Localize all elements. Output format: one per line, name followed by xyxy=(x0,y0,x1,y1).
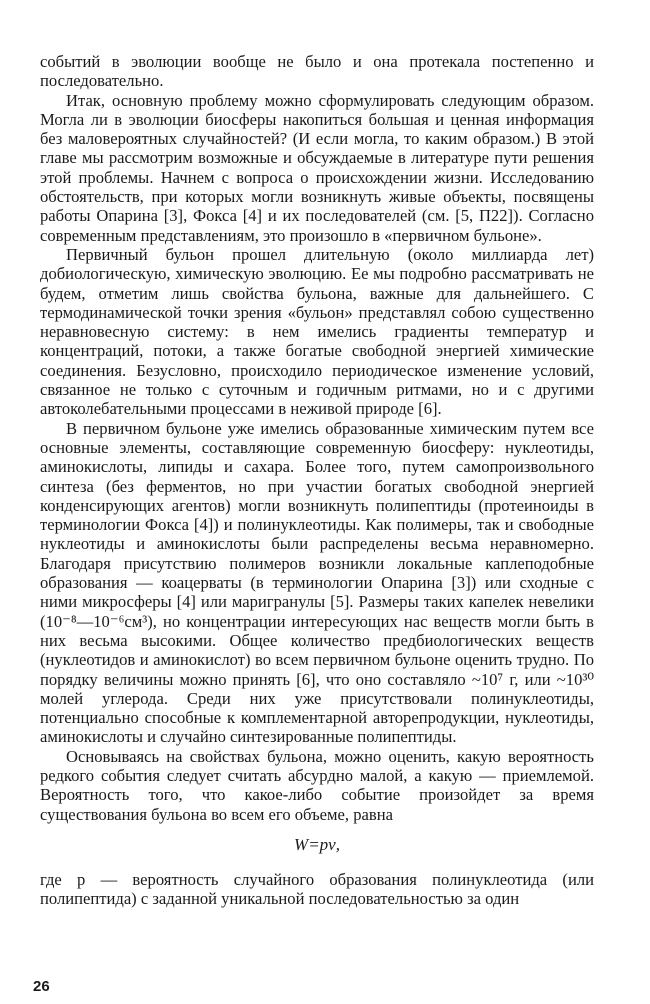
paragraph-problem-statement: Итак, основную проблему можно сформулировать следующим образом. Могла ли в эволюции биосферы накопиться большая и ценная информация без маловероятных случайностей? (И если могла, то каким образом.) В этой главе мы рассмотрим возможные и обсуждаемые в литературе пути решения этой проблемы. Начнем с вопроса о происхождении жизни. Исследованию обстоятельств, при которых могли возникнуть живые объекты, посвящены работы Опарина [3], Фокса [4] и их последователей (см. [5, П22]). Согласно современным представлениям, это произошло в «первичном бульоне». xyxy=(40,90,594,245)
paragraph-probability: Основываясь на свойствах бульона, можно оценить, какую вероятность редкого события следует считать абсурдно малой, а какую — приемлемой. Вероятность того, что какое-либо событие произойдет за время существования бульона во всем его объеме, равна xyxy=(40,746,594,824)
paragraph-primary-broth: Первичный бульон прошел длительную (около миллиарда лет) добиологическую, химическую эволюцию. Ее мы подробно рассматривать не будем, отметим лишь свойства бульона, важные для дальнейшего. С термодинамической точки зрения «бульон» представлял собою существенно неравновесную систему: в нем имелись градиенты температур и концентраций, потоки, а также богатые свободной энергией химические соединения. Безусловно, происходило периодическое изменение условий, связанное не только с суточным и годичным ритмами, но и с другими автоколебательными процессами в неживой природе [6]. xyxy=(40,244,594,419)
paragraph-continuation: событий в эволюции вообще не было и она протекала постепенно и последовательно. xyxy=(40,52,594,91)
paragraph-broth-elements: В первичном бульоне уже имелись образованные химическим путем все основные элементы, составляющие современную биосферу: нуклеотиды, аминокислоты, липиды и сахара. Более того, путем самопроизвольного синтеза (без ферментов, но при участии богатых свободной энергией конденсирующих агентов) могли возникнуть полипептиды (протеиноиды в терминологии Фокса [4]) и полинуклеотиды. Как полимеры, так и свободные нуклеотиды и аминокислоты были распределены весьма неравномерно. Благодаря присутствию полимеров возникли локальные каплеподобные образования — коацерваты (в терминологии Опарина [3]) или сходные с ними микросферы [4] или маригранулы [5]. Размеры таких капелек невелики (10⁻⁸—10⁻⁶см³), но концентрации интересующих нас веществ могли быть в них весьма высокими. Общее количество предбиологических веществ (нуклеотидов и аминокислот) во всем первичном бульоне оценить трудно. По порядку величины можно принять [6], что оно составляло ~10⁷ г, или ~10³⁰ молей углерода. Среди них уже присутствовали полинуклеотиды, потенциально способные к комплементарной авторепродукции, нуклеотиды, аминокислоты и случайно синтезированные полипептиды. xyxy=(40,418,594,747)
paragraph-formula-explanation: где p — вероятность случайного образования полинуклеотида (или полипептида) с заданной уникальной последовательностью за один xyxy=(40,869,594,909)
formula: W=pν, xyxy=(294,834,340,854)
page-body xyxy=(40,52,594,908)
page-number: 26 xyxy=(33,978,50,995)
